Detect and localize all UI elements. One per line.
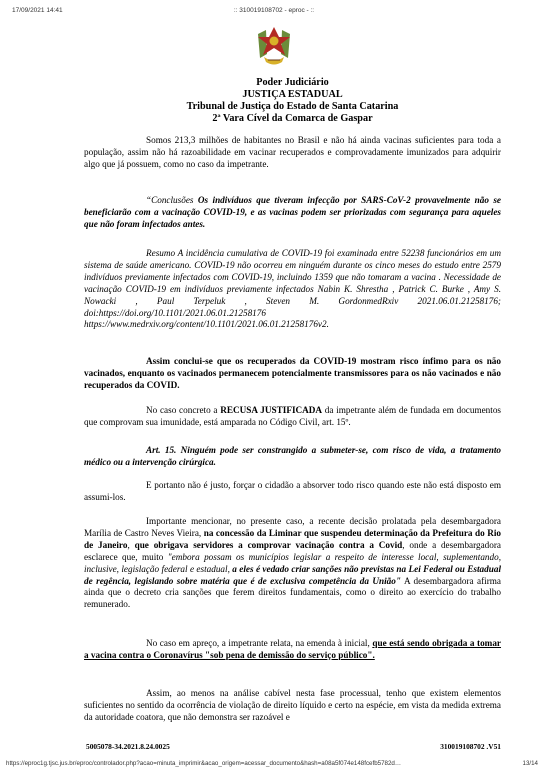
paragraph-7: E portanto não é justo, forçar o cidadão a absorver todo risco quando este não está disposto em assumi-los. [84,480,501,502]
process-number: 5005078-34.2021.8.24.0025 [86,742,170,751]
print-url: https://eproc1g.tjsc.jus.br/eproc/controlador.php?acao=minuta_imprimir&acao_origem=acessar_documento&hash=a08a5f074e148fcefb5782d… [6,760,402,767]
document-code: 310019108702 .V51 [440,742,501,751]
p8-text-e: , onde a desembargadora esclarece que, muito [84,539,501,562]
print-title: :: 310019108702 - eproc - :: [233,7,315,14]
p5-text-c: da impetrante além de fundada em documentos que comprovam sua imunidade, está amparada no Código Civil, art. 15º. [84,405,501,427]
paragraph-4: Assim conclui-se que os recuperados da COVID-19 mostram risco ínfimo para os não vacinados, enquanto os vacinados permanecem potencialmente transmissores para os não vacinados e não recuperados da COVID. [84,356,501,390]
page-number: 13/14 [522,760,538,767]
paragraph-10: Assim, ao menos na análise cabível nesta fase processual, tenho que existem elementos suficientes no sentido da ocorrência de violação de direito líquido e certo na espécie, em vista da medida extrema da autoridade coatora, que não demonstra ser razoável e [84,688,501,722]
p5-bold: RECUSA JUSTIFICADA [220,405,323,415]
header-justica-estadual: JUSTIÇA ESTADUAL [242,89,343,100]
paragraph-3: Resumo A incidência cumulativa de COVID-19 foi examinada entre 52238 funcionários em um sistema de saúde americano. COVID-19 não ocorreu em ninguém durante os cinco meses do estudo entre 2579 indivíduos previamente infectados com COVID-19, incluindo 1359 que não tomaram a vacina . Necessidade de vacinação COVID-19 em indivíduos previamente infectados Nabin K. Shrestha , Patrick C. Burke , Amy S. Nowacki , Paul Terpeluk , Steven M. GordonmedRxiv 2021.06.01.21258176; doi:https://doi.org/10.1101/2021.06.01.21258176 https://www.medrxiv.org/content/10.1101/2021.06.01.21258176v2. [84,248,501,330]
quote-conclusion: Os indivíduos que tiveram infecção por SARS-CoV-2 provavelmente não se beneficiarão com a vacinação COVID-19, e as vacinas podem ser priorizadas com segurança para aqueles que não foram infectados antes. [84,195,501,229]
quote-lead: “Conclusões [146,195,198,205]
paragraph-8 [84,516,501,611]
p8-italic-f: "embora possam os municípios legislar a respeito de interesse local, suplementando, inclusive, legislação federal e estadual, [84,551,501,574]
paragraph-6: Art. 15. Ninguém pode ser constrangido a submeter-se, com risco de vida, a tratamento médico ou a intervenção cirúrgica. [84,445,501,467]
p5-text-a: No caso concreto a [146,405,221,415]
paragraph-9 [84,638,501,662]
paragraph-1: Somos 213,3 milhões de habitantes no Brasil e não há ainda vacinas suficientes para toda a população, assim não há razoabilidade em vacinar recuperados e comprovadamente imunizados para adquirir algo que já possuem, como no caso da impetrante. [84,135,501,169]
p8-text-c: , [127,539,135,550]
header-poder-judiciario: Poder Judiciário [256,77,329,88]
p8-bold-d: que obrigava servidores a comprovar vacinação contra a Covid [134,539,403,550]
p8-bold-italic-g: a eles é vedado criar sanções não previstas na Lei Federal ou Estadual de regência, legislando sobre matéria que é de exclusiva competência da União" [84,563,501,586]
paragraph-5 [84,405,501,429]
p9-bold-underline: que está sendo obrigada a tomar a vacina contra o Coronavírus "sob pena de demissão do serviço público". [84,638,502,660]
p8-text-a: Importante mencionar, no presente caso, a recente decisão prolatada pela desembargadora Marília de Castro Neves Vieira, [84,516,501,538]
p9-text-a: No caso em apreço, a impetrante relata, na emenda à inicial, [146,638,373,648]
p8-bold-b: na concessão da Liminar que suspendeu determinação da Prefeitura do Rio de Janeiro [84,527,501,550]
coat-of-arms-icon [254,24,294,68]
header-vara: 2ª Vara Cível da Comarca de Gaspar [212,113,373,124]
header-tribunal: Tribunal de Justiça do Estado de Santa Catarina [186,101,399,112]
paragraph-2 [84,195,501,231]
print-datetime: 17/09/2021 14:41 [12,7,63,14]
p8-text-h: A desembargadora afirma ainda que o decreto cria sanções que ferem direitos fundamentais, como o direito ao exercício do trabalho remunerado. [84,575,501,610]
